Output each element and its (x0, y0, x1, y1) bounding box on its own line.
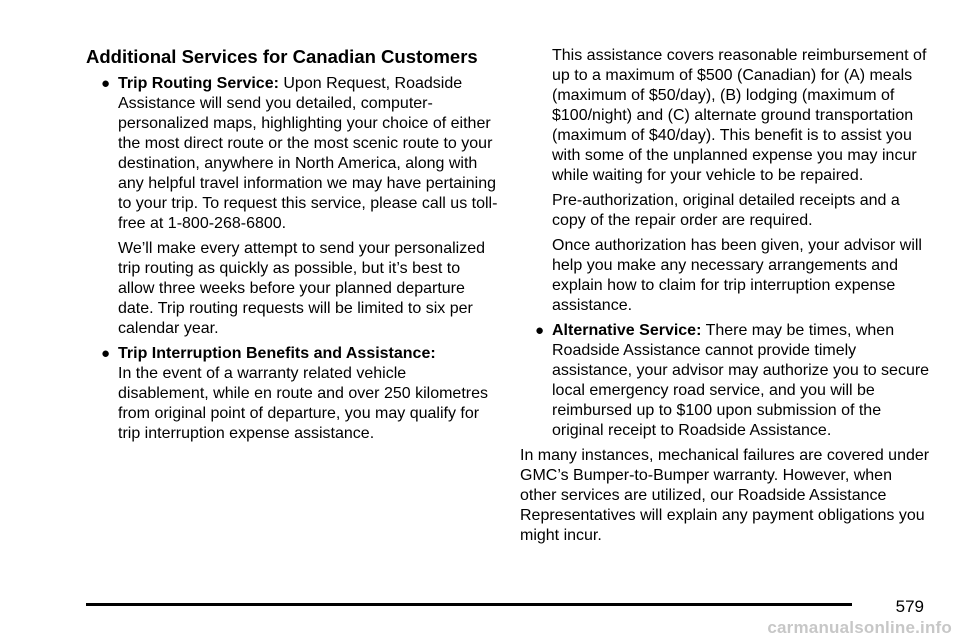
trip-interruption-text: In the event of a warranty related vehicle disablement, while en route and over 250 kilometres from original point of departure, you may qualify for trip interruption expense assistance. (118, 365, 488, 442)
trip-routing-lead: Trip Routing Service: (118, 75, 279, 92)
authorization-paragraph: Once authorization has been given, your advisor will help you make any necessary arrangements and explain how to claim for trip interruption expense assistance. (552, 237, 922, 314)
section-heading: Additional Services for Canadian Customers (86, 46, 478, 67)
bullet-icon: ● (535, 322, 545, 339)
trip-interruption-lead: Trip Interruption Benefits and Assistance: (118, 345, 436, 362)
alternative-service-lead: Alternative Service: (552, 322, 702, 339)
trip-routing-text: Upon Request, Roadside Assistance will send you detailed, computer-personalized maps, highlighting your choice of either the most direct route or the most scenic route to your destination, anywhere in North America, along with any helpful travel information we may have pertaining to your trip. To request this service, please call us toll-free at 1-800-268-6800. (118, 75, 498, 232)
page-number: 579 (895, 597, 924, 616)
left-column (86, 46, 498, 449)
right-column (520, 46, 930, 551)
bullet-trip-interruption (86, 344, 498, 444)
assistance-coverage-paragraph: This assistance covers reasonable reimbursement of up to a maximum of $500 (Canadian) for (A) meals (maximum of $50/day), (B) lodging (maximum of $100/night) and (C) alternate ground transportation (maximum of $40/day). This benefit is to assist you with some of the unplanned expense you may incur while waiting for your vehicle to be repaired. (552, 47, 927, 184)
bullet-icon: ● (101, 345, 111, 362)
pre-authorization-paragraph: Pre-authorization, original detailed receipts and a copy of the repair order are required. (552, 192, 900, 229)
trip-routing-followup: We’ll make every attempt to send your personalized trip routing as quickly as possible, but it’s best to allow three weeks before your planned departure date. Trip routing requests will be limited to six per calendar year. (118, 240, 485, 337)
closing-paragraph: In many instances, mechanical failures are covered under GMC’s Bumper-to-Bumper warranty. However, when other services are utilized, our Roadside Assistance Representatives will explain any payment obligations you might incur. (520, 447, 930, 544)
watermark-text: carmanualsonline.info (767, 618, 952, 637)
bullet-alternative-service (520, 321, 930, 441)
bullet-icon: ● (101, 75, 111, 92)
alternative-service-text: There may be times, when Roadside Assistance cannot provide timely assistance, your advisor may authorize you to secure local emergency road service, and you will be reimbursed up to $100 upon submission of the original receipt to Roadside Assistance. (552, 322, 930, 439)
footer-rule (86, 603, 852, 606)
bullet-trip-routing (86, 74, 498, 234)
